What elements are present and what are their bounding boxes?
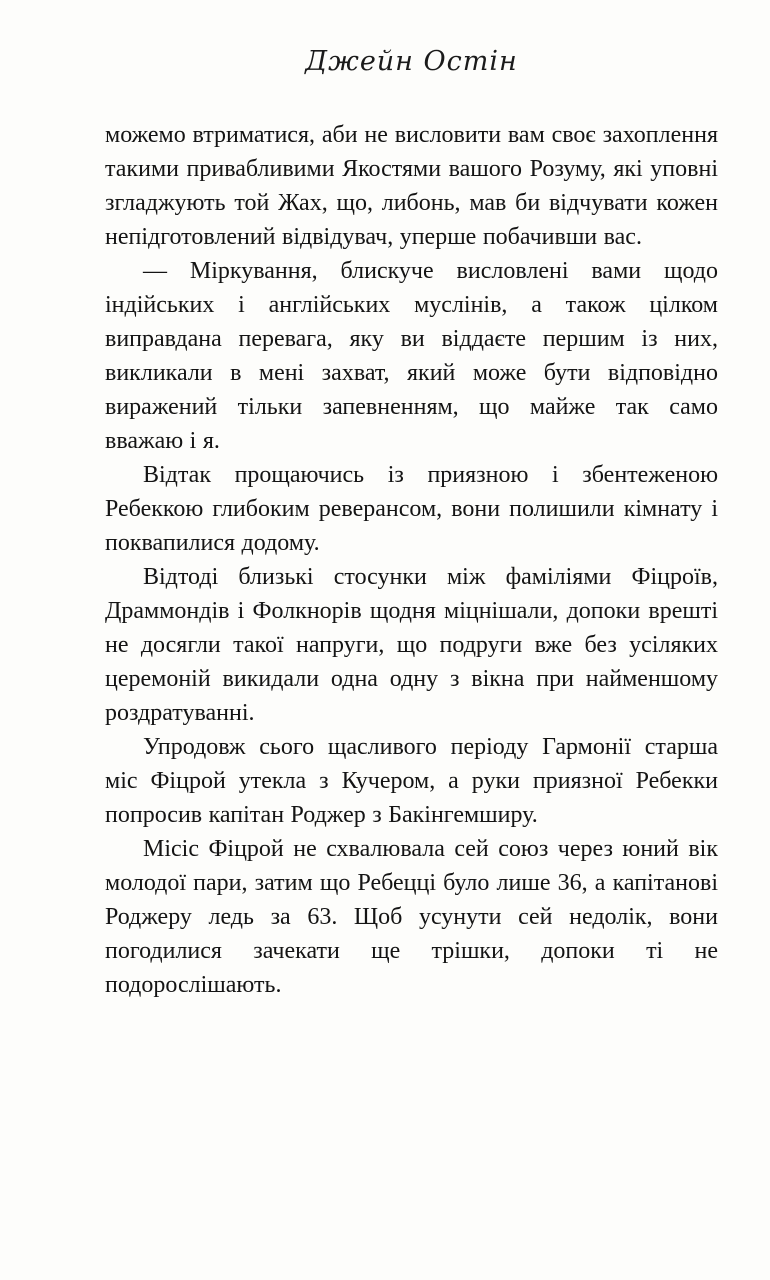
text-block (105, 118, 718, 1002)
paragraph: Відтак прощаючись із приязною і збентеженою Ребеккою глибоким реверансом, вони полишили кімнату і поквапилися додому. (105, 462, 718, 556)
paragraph: Місіс Фіцрой не схвалювала сей союз через юний вік молодої пари, затим що Ребецці було лише 36, а капітанові Роджеру ледь за 63. Щоб усунути сей недолік, вони погодилися зачекати ще трішки, допоки ті не подорослішають. (105, 836, 718, 998)
running-header-author: Джейн Остін (305, 46, 518, 77)
paragraph: Відтоді близькі стосунки між фаміліями Фіцроїв, Драммондів і Фолкнорів щодня міцнішали, допоки врешті не досягли такої напруги, що подруги вже без усіляких церемоній викидали одна одну з вікна при найменшому роздратуванні. (105, 564, 718, 726)
paragraph: можемо втриматися, аби не висловити вам своє захоплення такими привабливими Якостями вашого Розуму, які уповні згладжують той Жах, що, либонь, мав би відчувати кожен непідготовлений відвідувач, уперше побачивши вас. (105, 122, 718, 250)
paragraph: — Міркування, блискуче висловлені вами щодо індійських і англійських муслінів, а також цілком виправдана перевага, яку ви віддаєте першим із них, викликали в мені захват, який може бути відповідно виражений тільки запевненням, що майже так само вважаю і я. (105, 258, 718, 454)
paragraph: Упродовж сього щасливого періоду Гармонії старша міс Фіцрой утекла з Кучером, а руки приязної Ребекки попросив капітан Роджер з Бакінгемширу. (105, 734, 718, 828)
